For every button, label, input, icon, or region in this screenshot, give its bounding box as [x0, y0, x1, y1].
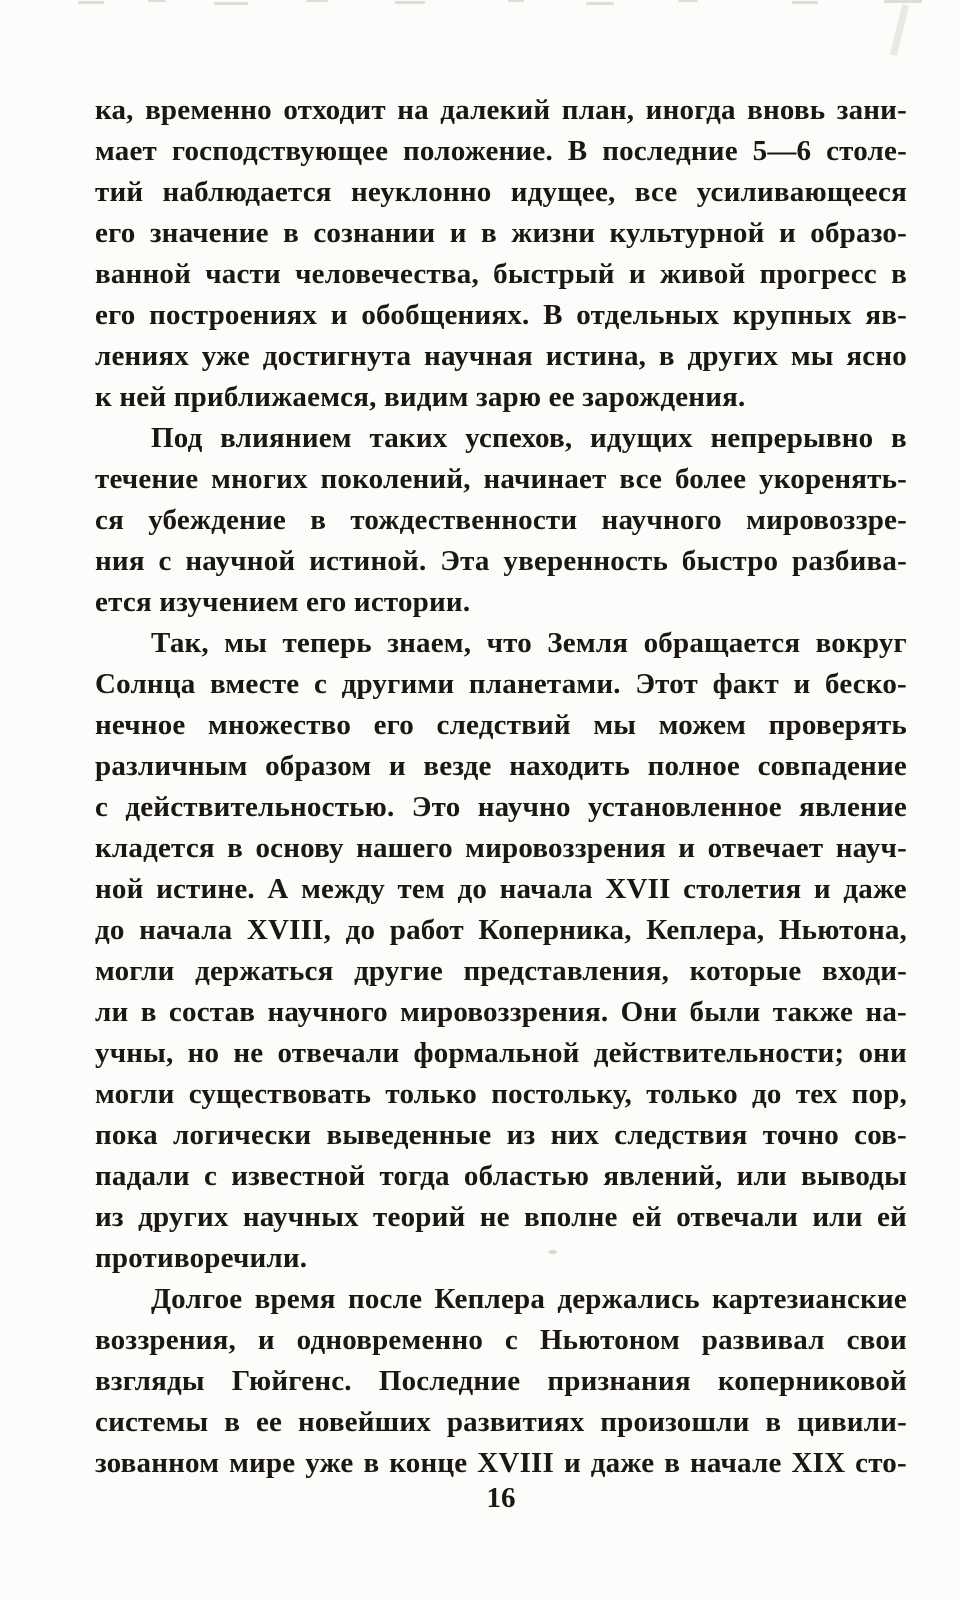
text-line: ванной части человечества, быстрый и живой прогресс в: [95, 258, 907, 290]
text-line: с действительностью. Это научно установленное явление: [95, 791, 907, 823]
text-line: различным образом и везде находить полное совпадение: [95, 750, 907, 782]
scan-artifact: [678, 0, 698, 2]
text-line: ли в состав научного мировоззрения. Они были также на-: [95, 996, 907, 1028]
scan-artifact: [792, 1, 818, 4]
text-line: падали с известной тогда областью явлений, или выводы: [95, 1160, 907, 1192]
text-line: Под влиянием таких успехов, идущих непрерывно в: [151, 422, 907, 454]
text-line: тий наблюдается неуклонно идущее, все усиливающееся: [95, 176, 907, 208]
text-line: ной истине. А между тем до начала XVII столетия и даже: [95, 873, 907, 905]
text-line: до начала XVIII, до работ Коперника, Кеплера, Ньютона,: [95, 914, 907, 946]
scan-artifact: [395, 1, 425, 4]
text-line: Так, мы теперь знаем, что Земля обращается вокруг: [151, 627, 907, 659]
text-line: нечное множество его следствий мы можем проверять: [95, 709, 907, 741]
scan-artifact: [890, 4, 909, 56]
text-line: мает господствующее положение. В последние 5—6 столе-: [95, 135, 907, 167]
text-line: Долгое время после Кеплера держались картезианские: [151, 1283, 907, 1315]
text-line: зованном мире уже в конце XVIII и даже в начале XIX сто-: [95, 1447, 907, 1479]
text-line: его значение в сознании и в жизни культурной и образо-: [95, 217, 907, 249]
text-line: ется изучением его истории.: [95, 586, 471, 618]
scan-artifact: [586, 2, 614, 5]
text-line: из других научных теорий не вполне ей отвечали или ей: [95, 1201, 907, 1233]
text-line: могли держаться другие представления, которые входи-: [95, 955, 907, 987]
text-line: учны, но не отвечали формальной действительности; они: [95, 1037, 907, 1069]
page-number: 16: [486, 1482, 516, 1514]
text-line: кладется в основу нашего мировоззрения и отвечает науч-: [95, 832, 907, 864]
text-line: системы в ее новейших развитиях произошли в цивили-: [95, 1406, 907, 1438]
text-line: могли существовать только постольку, только до тех пор,: [95, 1078, 907, 1110]
text-line: ния с научной истиной. Эта уверенность быстро разбива-: [95, 545, 907, 577]
scan-artifact: [884, 0, 922, 3]
scan-artifact: [78, 1, 104, 4]
text-line: воззрения, и одновременно с Ньютоном развивал свои: [95, 1324, 907, 1356]
text-line: взгляды Гюйгенс. Последние признания коперниковой: [95, 1365, 907, 1397]
scan-artifact: [306, 0, 328, 2]
text-line: его построениях и обобщениях. В отдельных крупных яв-: [95, 299, 907, 331]
scan-artifact: [214, 2, 248, 5]
scan-artifact: [148, 0, 166, 2]
page-text: [95, 90, 907, 1484]
text-line: к ней приближаемся, видим зарю ее зарождения.: [95, 381, 746, 413]
text-line: ка, временно отходит на далекий план, иногда вновь зани-: [95, 94, 907, 126]
text-line: лениях уже достигнута научная истина, в других мы ясно: [95, 340, 907, 372]
text-line: течение многих поколений, начинает все более укоренять-: [95, 463, 907, 495]
text-line: противоречили.: [95, 1242, 308, 1274]
text-line: пока логически выведенные из них следствия точно сов-: [95, 1119, 907, 1151]
text-line: Солнца вместе с другими планетами. Этот факт и беско-: [95, 668, 907, 700]
scan-artifact: [508, 0, 524, 2]
text-line: ся убеждение в тождественности научного мировоззре-: [95, 504, 907, 536]
